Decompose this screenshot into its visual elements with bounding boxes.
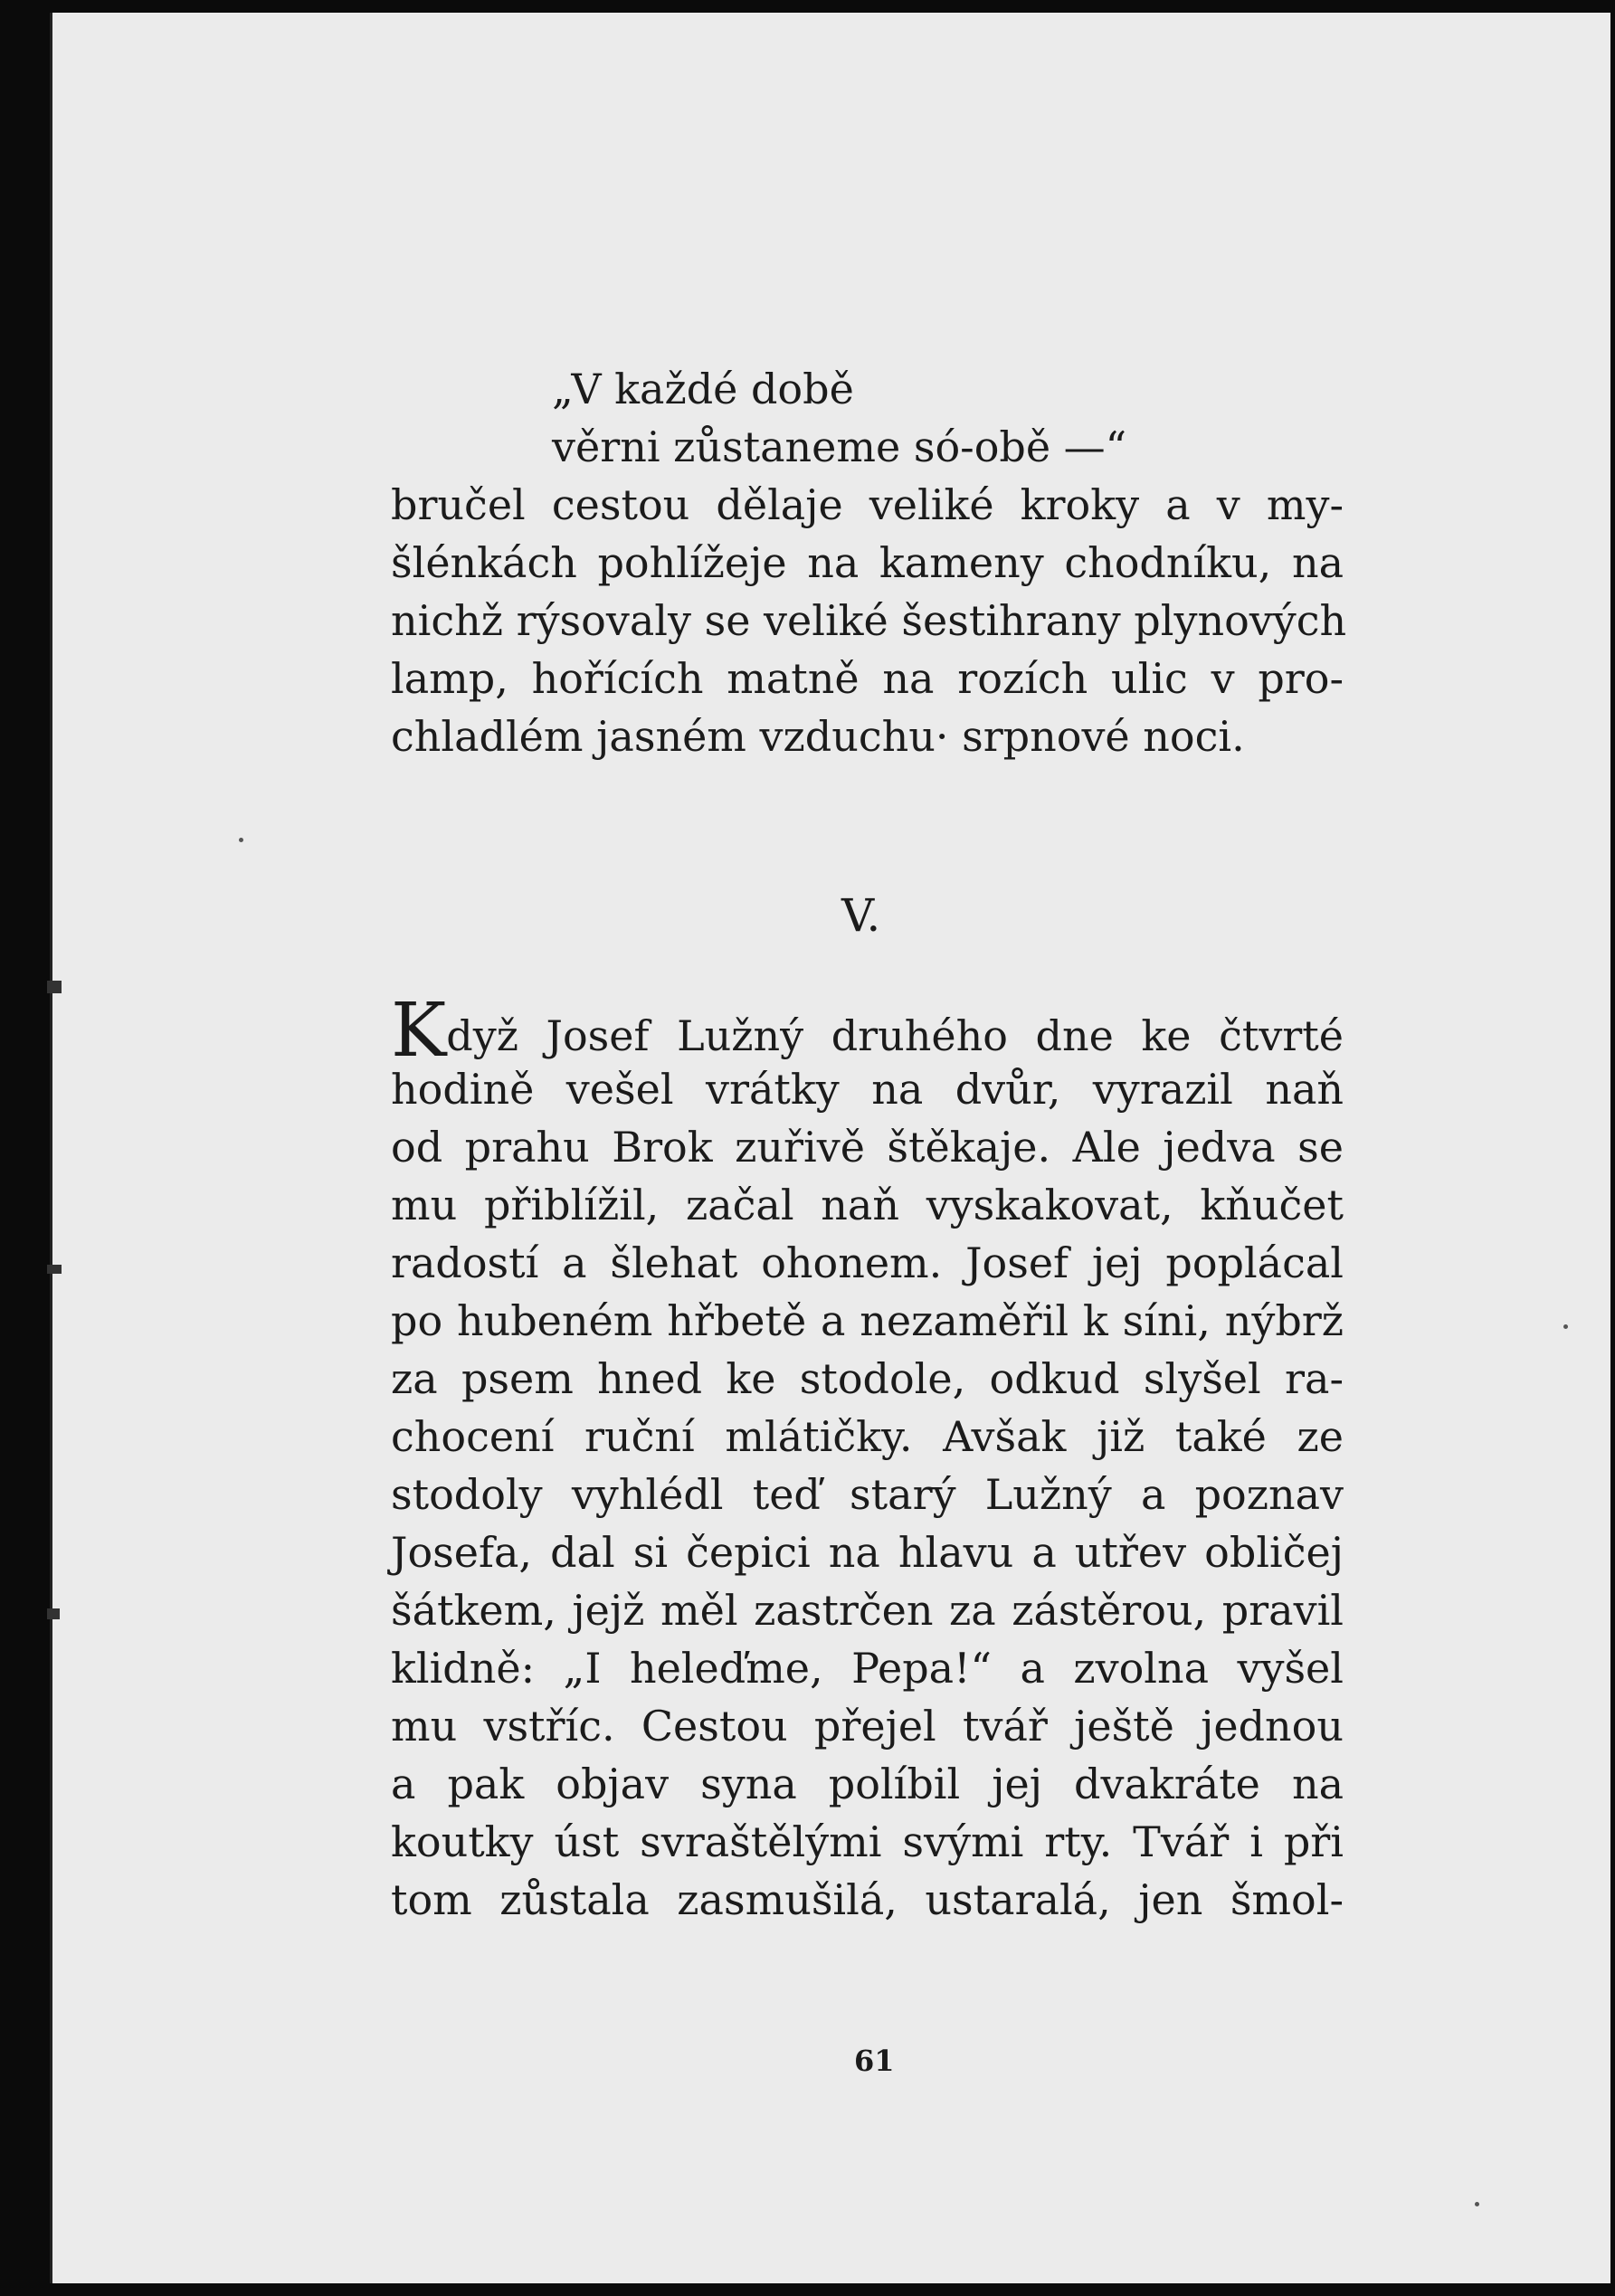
paragraph1-line: chladlém jasném vzduchu· srpnové noci. xyxy=(391,712,1245,761)
paragraph1-line: šlénkách pohlížeje na kameny chodníku, na xyxy=(391,538,1344,587)
paragraph2-line: šátkem, jejž měl zastrčen za zástěrou, pravil xyxy=(391,1586,1344,1635)
first-line-text: dyž Josef Lužný druhého dne ke čtvrté xyxy=(446,1011,1344,1060)
paragraph2-line: za psem hned ke stodole, odkud slyšel ra- xyxy=(391,1354,1344,1403)
paragraph2-line: a pak objav syna políbil jej dvakráte na xyxy=(391,1760,1344,1808)
paragraph2-line: mu vstříc. Cestou přejel tvář ještě jednou xyxy=(391,1702,1344,1750)
paragraph2-line: hodině vešel vrátky na dvůr, vyrazil naň xyxy=(391,1065,1344,1114)
paragraph2-line: chocení ruční mlátičky. Avšak již také ze xyxy=(391,1412,1344,1461)
paper-speck xyxy=(1475,2202,1479,2206)
text-block xyxy=(52,13,1610,2283)
drop-cap: K xyxy=(391,988,447,1074)
paragraph1-line: bručel cestou dělaje veliké kroky a v my- xyxy=(391,480,1344,529)
paragraph2-line: po hubeném hřbetě a nezaměřil k síni, nýbrž xyxy=(391,1296,1344,1345)
paragraph2-line: mu přiblížil, začal naň vyskakovat, kňučet xyxy=(391,1181,1344,1229)
paragraph2-line: koutky úst svraštělými svými rty. Tvář i při xyxy=(391,1817,1344,1866)
page-number: 61 xyxy=(854,2044,895,2078)
poem-line-1: „V každé době xyxy=(552,365,854,413)
paragraph2-line: tom zůstala zasmušilá, ustaralá, jen šmol- xyxy=(391,1875,1344,1924)
binding-notch xyxy=(47,1265,62,1274)
chapter-heading: V. xyxy=(841,889,881,942)
poem-line-2: věrni zůstaneme só-obě —“ xyxy=(552,422,1127,471)
paragraph2-line: Josefa, dal si čepici na hlavu a utřev obličej xyxy=(391,1528,1344,1577)
paragraph2-line: stodoly vyhlédl teď starý Lužný a poznav xyxy=(391,1470,1344,1519)
paragraph1-line: nichž rýsovaly se veliké šestihrany plynových xyxy=(391,596,1347,645)
binding-notch xyxy=(47,981,62,993)
binding-edge xyxy=(0,0,47,2296)
paper-sheet xyxy=(50,13,1610,2283)
paragraph2-line: od prahu Brok zuřivě štěkaje. Ale jedva se xyxy=(391,1123,1344,1172)
binding-notch xyxy=(47,1608,60,1619)
paragraph2-line: radostí a šlehat ohonem. Josef jej poplácal xyxy=(391,1238,1344,1287)
paper-speck xyxy=(1563,1324,1568,1329)
paper-speck xyxy=(239,838,243,842)
paragraph2-line: klidně: „I heleďme, Pepa!“ a zvolna vyšel xyxy=(391,1644,1344,1693)
paragraph1-line: lamp, hořících matně na rozích ulic v pro- xyxy=(391,654,1344,703)
paragraph2-first-line xyxy=(391,988,1344,1074)
